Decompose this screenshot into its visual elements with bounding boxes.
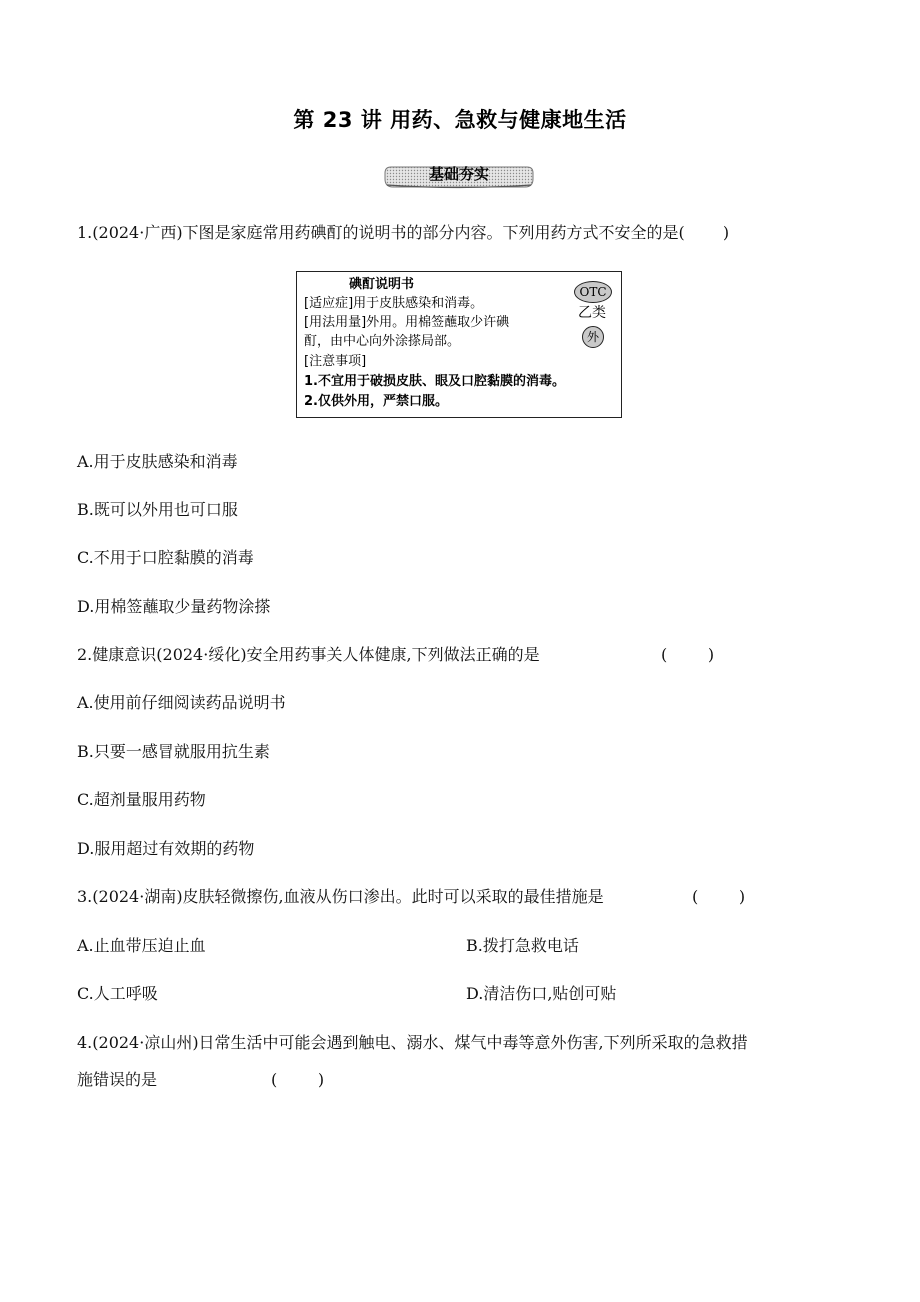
- external-use-badge: 外: [582, 326, 604, 348]
- label-line-note-1: 1.不宜用于破损皮肤、眼及口腔黏膜的消毒。: [304, 374, 565, 389]
- otc-category: 乙类: [578, 305, 606, 321]
- label-title: 碘酊说明书: [349, 277, 415, 292]
- label-line-usage-cont: 酊，由中心向外涂搽局部。: [304, 334, 461, 349]
- label-line-notes-heading: [注意事项]: [304, 354, 367, 369]
- answer-paren: ( ): [661, 645, 715, 664]
- answer-paren: ( ): [692, 887, 746, 906]
- question-2-stem: 2.健康意识(2024·绥化)安全用药事关人体健康,下列做法正确的是: [77, 645, 540, 664]
- answer-paren-close: ): [722, 223, 730, 242]
- question-4-stem-line2: 施错误的是: [77, 1070, 158, 1089]
- page-title: 第 23 讲 用药、急救与健康地生活: [293, 108, 627, 132]
- option-3b[interactable]: B.拨打急救电话: [466, 936, 579, 955]
- question-1-stem: [77, 221, 729, 245]
- section-banner-label: 基础夯实: [428, 165, 489, 183]
- option-1d[interactable]: D.用棉签蘸取少量药物涂搽: [77, 597, 271, 616]
- option-3a[interactable]: A.止血带压迫止血: [77, 936, 206, 955]
- option-1a[interactable]: A.用于皮肤感染和消毒: [77, 452, 238, 471]
- option-2c[interactable]: C.超剂量服用药物: [77, 790, 206, 809]
- otc-badge: OTC: [574, 281, 612, 303]
- option-2b[interactable]: B.只要一感冒就服用抗生素: [77, 742, 270, 761]
- medicine-label-box: [296, 271, 622, 418]
- label-line-indication: [适应症]用于皮肤感染和消毒。: [304, 296, 484, 311]
- option-2d[interactable]: D.服用超过有效期的药物: [77, 839, 255, 858]
- label-line-note-2: 2.仅供外用，严禁口服。: [304, 394, 448, 409]
- option-3c[interactable]: C.人工呼吸: [77, 984, 158, 1003]
- option-1c[interactable]: C.不用于口腔黏膜的消毒: [77, 548, 254, 567]
- option-2a[interactable]: A.使用前仔细阅读药品说明书: [77, 693, 286, 712]
- answer-paren: ( ): [271, 1070, 325, 1089]
- question-4-stem-line1: 4.(2024·凉山州)日常生活中可能会遇到触电、溺水、煤气中毒等意外伤害,下列所采取的急救措: [77, 1033, 748, 1052]
- question-3-stem: 3.(2024·湖南)皮肤轻微擦伤,血液从伤口渗出。此时可以采取的最佳措施是: [77, 887, 604, 906]
- label-line-usage: [用法用量]外用。用棉签蘸取少许碘: [304, 315, 510, 330]
- section-banner: [383, 163, 535, 189]
- option-1b[interactable]: B.既可以外用也可口服: [77, 500, 238, 519]
- option-3d[interactable]: D.清洁伤口,贴创可贴: [466, 984, 617, 1003]
- question-1-text: 1.(2024·广西)下图是家庭常用药碘酊的说明书的部分内容。下列用药方式不安全的是(: [77, 223, 685, 242]
